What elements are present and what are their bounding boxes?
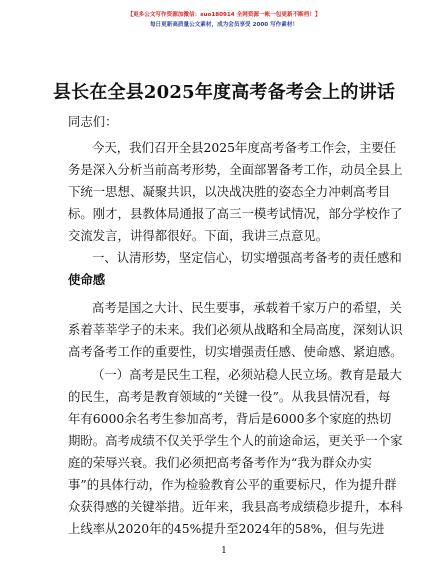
paragraph-line: 年有6000余名考生参加高考，背后是6000多个家庭的热切: [68, 411, 392, 426]
paragraph-line: 事”的具体行动，作为检验教育公平的重要标尺，作为提升群: [68, 477, 397, 492]
section-heading-1: 一、认清形势，坚定信心，切实增强高考备考的责任感和: [92, 250, 402, 265]
paragraph-line: 系着莘莘学子的未来。我们必须从战略和全局高度，深刻认识: [68, 322, 403, 337]
promo-banner-line-1: 【更多公文写作资源加微信：suo180914 全网资源一帐一包更新不断档！】: [127, 12, 321, 18]
subsection-heading-1: （一）高考是民生工程，必须站稳人民立场。教育是最大: [92, 367, 402, 382]
paragraph-line: 交流发言，讲得都很好。下面，我讲三点意见。: [68, 228, 329, 243]
salutation: 同志们：: [68, 114, 118, 129]
promo-banner-line-2: 每日更新高质量公文素材，成为会员享受 2000 写作素材！: [149, 22, 299, 28]
paragraph-line: 务是深入分析当前高考形势，全面部署备考工作，动员全县上: [68, 162, 403, 177]
page-number: 1: [221, 546, 227, 556]
paragraph-line: 的民生，高考是教育领域的“关键一役”。从我县情况看，每: [68, 389, 391, 404]
paragraph-line: 众获得感的关键举措。近年来，我县高考成绩稳步提升，本科: [68, 499, 403, 514]
paragraph-line: 期盼。高考成绩不仅关乎学生个人的前途命运，更关乎一个家: [68, 433, 403, 448]
paragraph-line: 上线率从2020年的45%提升至2024年的58%，但与先进: [68, 521, 385, 536]
document-title: 县长在全县2025年度高考备考会上的讲话: [52, 82, 396, 103]
paragraph-line: 高考备考工作的重要性，切实增强责任感、使命感、紧迫感。: [68, 344, 403, 359]
section-heading-1-cont: 使命感: [68, 272, 106, 287]
paragraph-line: 标。刚才，县教体局通报了高三一模考试情况，部分学校作了: [68, 206, 403, 221]
paragraph-line: 高考是国之大计、民生要事，承载着千家万户的希望，关: [92, 300, 402, 315]
paragraph-line: 今天，我们召开全县2025年度高考备考工作会，主要任: [92, 140, 397, 155]
paragraph-line: 庭的荣辱兴衰。我们必须把高考备考作为“我为群众办实: [68, 455, 372, 470]
paragraph-line: 下统一思想、凝聚共识，以决战决胜的姿态全力冲刺高考目: [68, 184, 391, 199]
